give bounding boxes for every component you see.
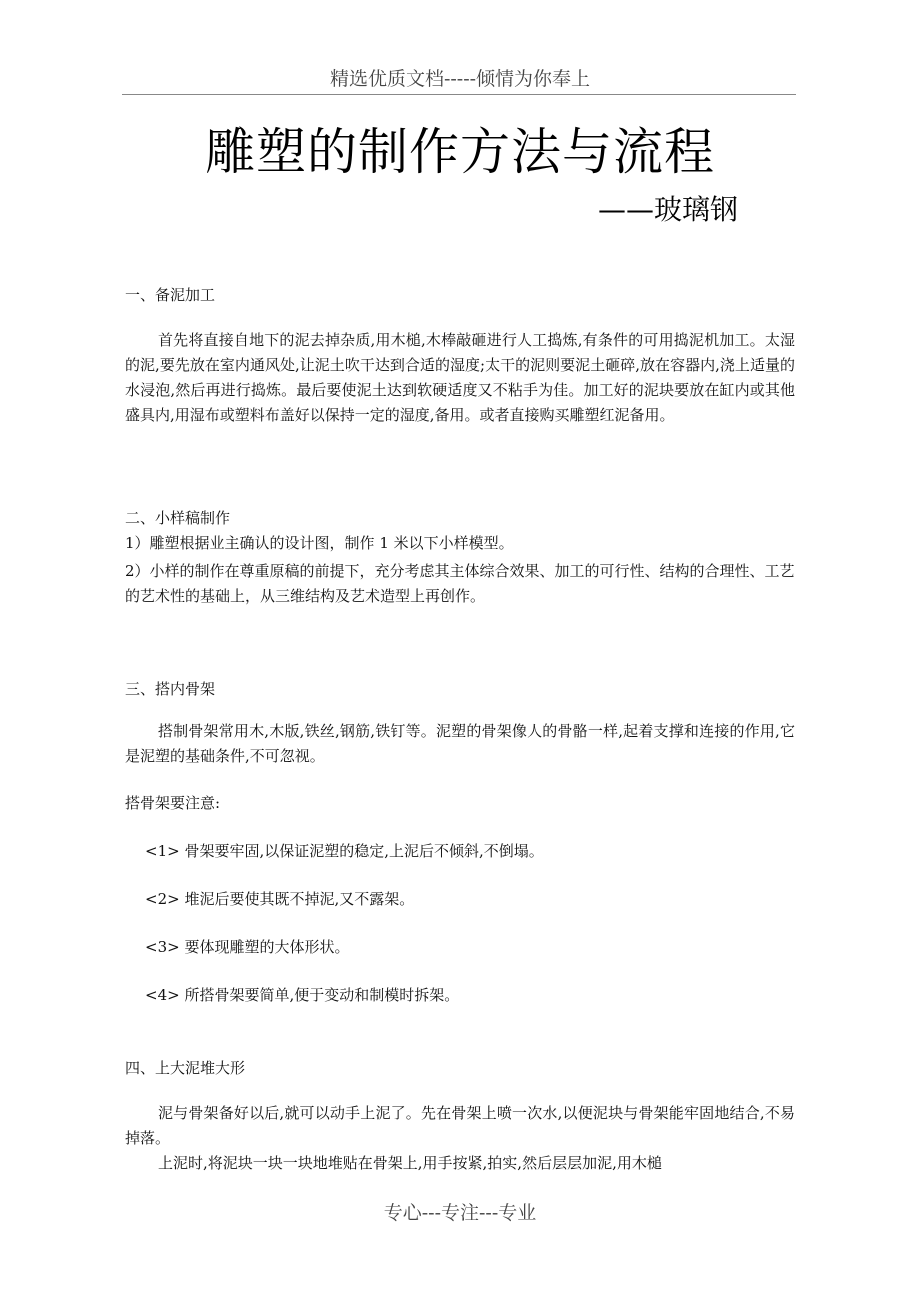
- bone-frame-point-2: <2> 堆泥后要使其既不掉泥,又不露架。: [145, 890, 415, 908]
- section-2-item-2: 2）小样的制作在尊重原稿的前提下，充分考虑其主体综合效果、加工的可行性、结构的合理性、工艺的艺术性的基础上，从三维结构及艺术造型上再创作。: [125, 562, 795, 605]
- header-divider: [122, 94, 796, 95]
- section-4-heading: 四、上大泥堆大形: [125, 1059, 246, 1077]
- document-title: 雕塑的制作方法与流程: [205, 123, 715, 181]
- page-header: 精选优质文档-----倾情为你奉上: [329, 68, 591, 90]
- section-1-paragraph: 首先将直接自地下的泥去掉杂质,用木槌,木棒敲砸进行人工捣炼,有条件的可用捣泥机加工。太湿的泥,要先放在室内通风处,让泥土吹干达到合适的湿度;太干的泥则要泥土砸碎,放在容器内,浇上适量的水浸泡,然后再进行捣炼。最后要使泥土达到软硬适度又不粘手为佳。加工好的泥块要放在缸内或其他盛具内,用湿布或塑料布盖好以保持一定的湿度,备用。或者直接购买雕塑红泥备用。: [125, 331, 795, 424]
- bone-frame-point-4: <4> 所搭骨架要简单,便于变动和制模时拆架。: [145, 986, 460, 1004]
- section-2-heading: 二、小样稿制作: [125, 509, 231, 527]
- page-footer: 专心---专注---专业: [383, 1202, 537, 1224]
- section-3-paragraph: 搭制骨架常用木,木版,铁丝,钢筋,铁钉等。泥塑的骨架像人的骨骼一样,起着支撑和连接的作用,它是泥塑的基础条件,不可忽视。: [125, 722, 795, 765]
- section-4-paragraph-2: 上泥时,将泥块一块一块地堆贴在骨架上,用手按紧,拍实,然后层层加泥,用木槌: [158, 1154, 662, 1172]
- section-3-note: 搭骨架要注意:: [125, 794, 221, 812]
- section-1-heading: 一、备泥加工: [125, 286, 216, 304]
- bone-frame-point-3: <3> 要体现雕塑的大体形状。: [145, 938, 350, 956]
- bone-frame-point-1: <1> 骨架要牢固,以保证泥塑的稳定,上泥后不倾斜,不倒塌。: [145, 842, 544, 860]
- section-2-item-1: 1）雕塑根据业主确认的设计图，制作 1 米以下小样模型。: [125, 534, 514, 552]
- section-3-heading: 三、搭内骨架: [125, 680, 216, 698]
- section-4-paragraph-1: 泥与骨架备好以后,就可以动手上泥了。先在骨架上喷一次水,以便泥块与骨架能牢固地结合,不易掉落。: [125, 1104, 795, 1147]
- document-subtitle: ——玻璃钢: [597, 193, 738, 226]
